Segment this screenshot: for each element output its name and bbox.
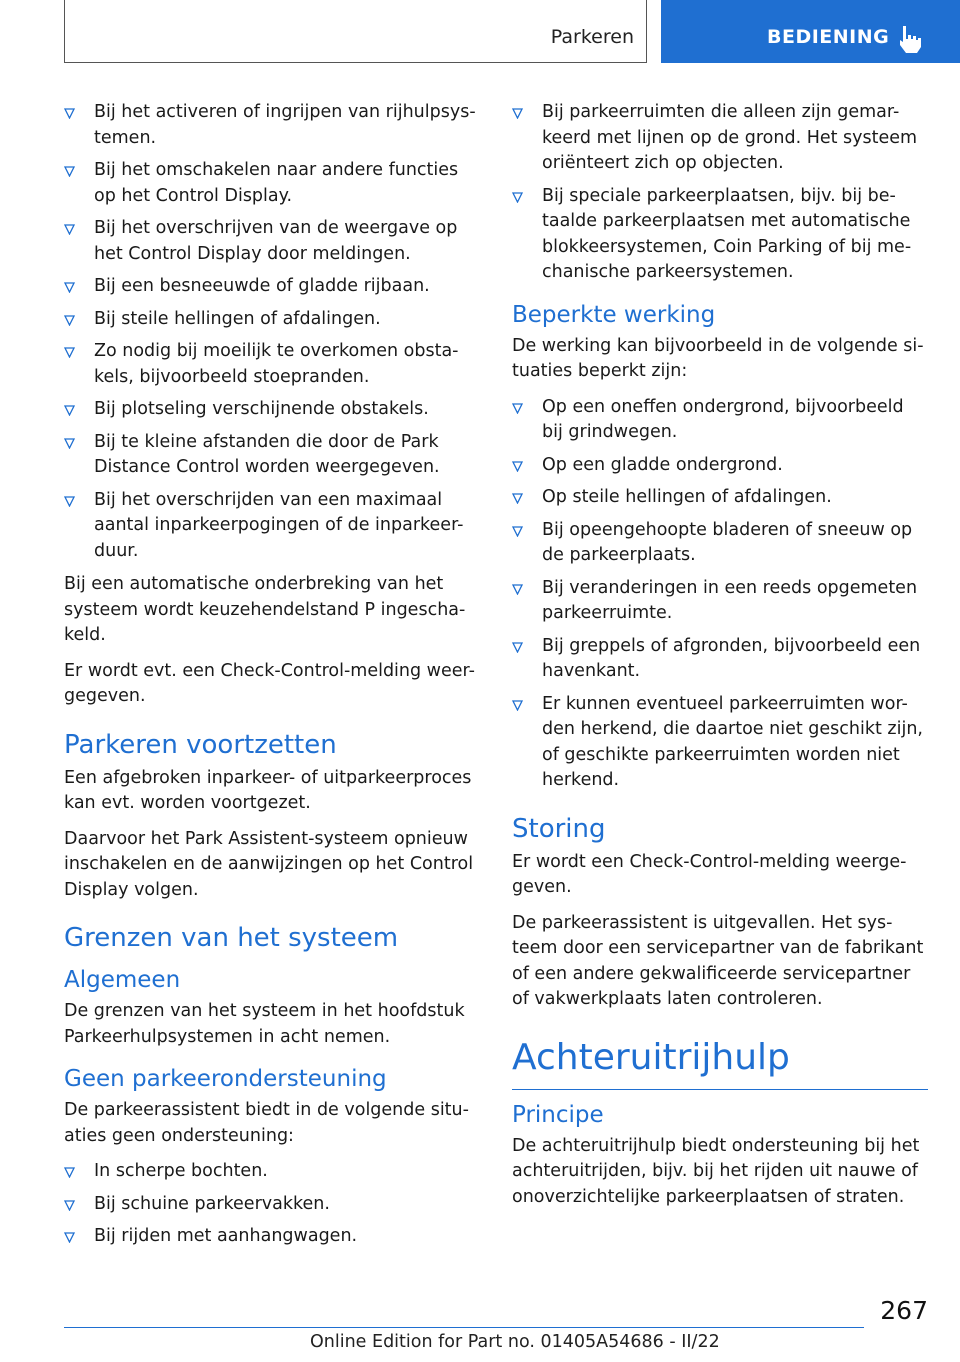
- page-number: 267: [880, 1296, 928, 1325]
- bullet-list-top-right: [512, 100, 928, 286]
- paragraph: De grenzen van het systeem in het hoofdstuk Parkeerhulpsystemen in acht nemen.: [64, 1001, 465, 1047]
- list-item: Bij opeengehoopte bladeren of sneeuw op de parkeerplaats.: [512, 518, 928, 569]
- triangle-bullet-icon: [512, 526, 523, 537]
- pointing-hand-icon: [897, 24, 923, 54]
- list-item: Bij greppels of afgronden, bijvoorbeeld een havenkant.: [512, 634, 928, 685]
- list-item: Bij schuine parkeervakken.: [64, 1192, 479, 1218]
- list-item: Bij te kleine afstanden die door de Park Distance Control worden weergegeven.: [64, 430, 479, 481]
- triangle-bullet-icon: [64, 315, 75, 326]
- paragraph: Daarvoor het Park Assistent-systeem opnieuw inschakelen en de aanwijzingen op het Control Display volgen.: [64, 828, 474, 900]
- paragraph: De achteruitrijhulp biedt ondersteuning bij het achteruitrijden, bijv. bij het rijden uit nauwe of onoverzichtelijke parkeerplaatsen of straten.: [512, 1135, 920, 1207]
- triangle-bullet-icon: [64, 166, 75, 177]
- list-item: Zo nodig bij moeilijk te overkomen obsta-kels, bijvoorbeeld stoepranden.: [64, 339, 479, 390]
- list-item: Bij veranderingen in een reeds opgemeten parkeerruimte.: [512, 576, 928, 627]
- heading-beperkte-werking: Beperkte werking: [512, 301, 716, 328]
- list-item: Bij het activeren of ingrijpen van rijhulpsys-temen.: [64, 100, 479, 151]
- triangle-bullet-icon: [512, 700, 523, 711]
- paragraph: De parkeerassistent is uitgevallen. Het sys-teem door een servicepartner van de fabrikant of een andere gekwalificeerde servicepartner of vakwerkplaats laten controleren.: [512, 912, 924, 1009]
- triangle-bullet-icon: [64, 1200, 75, 1211]
- heading-storing: Storing: [512, 813, 606, 844]
- heading-geen-parkeerondersteuning: Geen parkeerondersteuning: [64, 1066, 387, 1092]
- list-item: Bij het overschrijden van een maximaal aantal inparkeerpogingen of de inparkeer-duur.: [64, 488, 479, 565]
- triangle-bullet-icon: [512, 192, 523, 203]
- heading-parkeren-voortzetten: Parkeren voortzetten: [64, 729, 337, 760]
- heading-algemeen: Algemeen: [64, 967, 181, 993]
- triangle-bullet-icon: [64, 224, 75, 235]
- list-item: Op een oneffen ondergrond, bijvoorbeeld bij grindwegen.: [512, 395, 928, 446]
- list-item: Bij het omschakelen naar andere functies op het Control Display.: [64, 158, 479, 209]
- heading-achteruitrijhulp: Achteruitrijhulp: [512, 1035, 928, 1090]
- triangle-bullet-icon: [64, 405, 75, 416]
- list-item: Er kunnen eventueel parkeerruimten wor-den herkend, die daartoe niet geschikt zijn, of geschikte parkeerruimten worden niet herkend.: [512, 692, 928, 794]
- heading-principe: Principe: [512, 1101, 604, 1128]
- paragraph: Er wordt een Check-Control-melding weerge-geven.: [512, 851, 907, 897]
- right-column: [512, 100, 928, 1220]
- list-item: Bij het overschrijven van de weergave op het Control Display door meldingen.: [64, 216, 479, 267]
- footer-edition-text: Online Edition for Part no. 01405A54686 - II/22: [310, 1332, 720, 1352]
- list-item: Bij plotseling verschijnende obstakels.: [64, 397, 479, 423]
- bullet-list-bottom-left: [64, 1159, 479, 1250]
- section-title: BEDIENING: [767, 26, 890, 48]
- chapter-title: Parkeren: [550, 26, 634, 48]
- list-item: Op een gladde ondergrond.: [512, 453, 928, 479]
- triangle-bullet-icon: [512, 403, 523, 414]
- triangle-bullet-icon: [512, 642, 523, 653]
- triangle-bullet-icon: [64, 347, 75, 358]
- triangle-bullet-icon: [64, 496, 75, 507]
- triangle-bullet-icon: [64, 1167, 75, 1178]
- list-item: Bij parkeerruimten die alleen zijn gemar-keerd met lijnen op de grond. Het systeem oriënteert zich op objecten.: [512, 100, 928, 177]
- bullet-list-mid-right: [512, 395, 928, 794]
- list-item: Bij speciale parkeerplaatsen, bijv. bij be-taalde parkeerplaatsen met automatische blokkeersystemen, Coin Parking of bij me-chanische parkeersystemen.: [512, 184, 928, 286]
- footer-divider: [64, 1327, 864, 1328]
- bullet-list-top-left: [64, 100, 479, 564]
- triangle-bullet-icon: [64, 438, 75, 449]
- paragraph: De werking kan bijvoorbeeld in de volgende si-tuaties beperkt zijn:: [512, 335, 924, 381]
- header-section-tab[interactable]: [661, 0, 960, 63]
- triangle-bullet-icon: [512, 493, 523, 504]
- left-column: [64, 100, 479, 1258]
- list-item: In scherpe bochten.: [64, 1159, 479, 1185]
- paragraph: Bij een automatische onderbreking van het systeem wordt keuzehendelstand P ingescha-keld.: [64, 574, 466, 645]
- triangle-bullet-icon: [512, 584, 523, 595]
- triangle-bullet-icon: [64, 282, 75, 293]
- list-item: Bij steile hellingen of afdalingen.: [64, 307, 479, 333]
- paragraph: Er wordt evt. een Check-Control-melding weer-gegeven.: [64, 660, 475, 706]
- list-item: Bij een besneeuwde of gladde rijbaan.: [64, 274, 479, 300]
- triangle-bullet-icon: [64, 1232, 75, 1243]
- paragraph: De parkeerassistent biedt in de volgende situ-aties geen ondersteuning:: [64, 1100, 469, 1146]
- triangle-bullet-icon: [512, 108, 523, 119]
- header-chapter-box: [64, 0, 647, 63]
- heading-grenzen-van-het-systeem: Grenzen van het systeem: [64, 923, 399, 953]
- triangle-bullet-icon: [512, 461, 523, 472]
- list-item: Bij rijden met aanhangwagen.: [64, 1224, 479, 1250]
- list-item: Op steile hellingen of afdalingen.: [512, 485, 928, 511]
- triangle-bullet-icon: [64, 108, 75, 119]
- paragraph: Een afgebroken inparkeer- of uitparkeerproces kan evt. worden voortgezet.: [64, 767, 472, 813]
